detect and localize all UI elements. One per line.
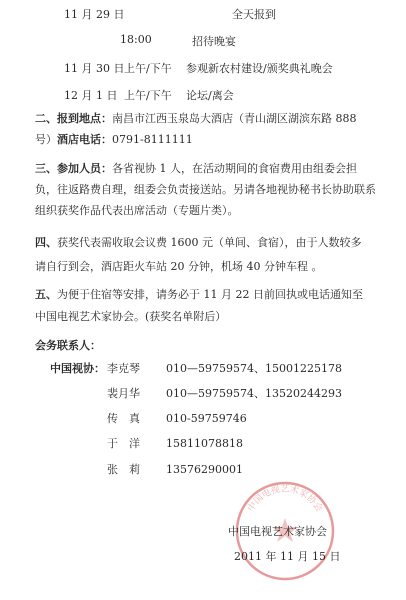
- contact-name: 传 真: [107, 412, 140, 425]
- contact-phone: 13576290001: [166, 463, 243, 476]
- venue-address-cont: 号）: [35, 133, 57, 146]
- schedule-date: 12 月 1 日: [64, 89, 118, 102]
- paragraph-line: 获奖代表需收取会议费 1600 元（单间、食宿），由于人数较多: [57, 236, 362, 249]
- section-heading: 四、: [35, 236, 57, 249]
- contact-phone: 15811078818: [166, 437, 243, 450]
- schedule-date: 11 月 29 日: [64, 8, 125, 21]
- contact-name: 张 莉: [107, 463, 140, 476]
- contact-name: 李克琴: [107, 362, 140, 375]
- hotel-phone-label: 酒店电话：: [57, 133, 112, 146]
- contacts-org: 中国视协：: [50, 362, 105, 375]
- section-heading: 二、报到地点：: [35, 112, 112, 125]
- section-heading: 三、参加人员：: [35, 162, 112, 175]
- svg-text:中国电视艺术家协会: 中国电视艺术家协会: [246, 484, 324, 514]
- contact-phone: 010—59759574、13520244293: [166, 387, 342, 400]
- hotel-phone: 0791-8111111: [112, 133, 193, 146]
- issue-date: 2011 年 11 月 15 日: [234, 550, 341, 563]
- schedule-event: 全天报到: [232, 8, 276, 21]
- paragraph-line: 中国电视艺术家协会。(获奖名单附后）: [35, 310, 227, 323]
- contact-phone: 010—59759574、15001225178: [166, 362, 342, 375]
- schedule-event: 参观新农村建设/颁奖典礼晚会: [186, 62, 333, 75]
- schedule-date: 11 月 30 日: [64, 62, 125, 75]
- schedule-time: 上午/下午: [124, 62, 172, 75]
- contact-name: 于 洋: [107, 437, 140, 450]
- schedule-event: 招待晚宴: [192, 35, 236, 48]
- section-heading: 五、: [35, 288, 57, 301]
- paragraph-line: 为便于住宿等安排，请务必于 11 月 22 日前回执或电话通知至: [57, 288, 363, 301]
- paragraph-line: 请自行到会，酒店距火车站 20 分钟，机场 40 分钟车程 。: [35, 260, 323, 273]
- paragraph-line: 各省视协 1 人，在活动期间的食宿费用由组委会担: [112, 162, 357, 175]
- contact-phone: 010-59759746: [166, 412, 247, 425]
- schedule-event: 论坛/离会: [186, 89, 234, 102]
- issuer-org: 中国电视艺术家协会: [228, 525, 327, 538]
- contacts-heading: 会务联系人：: [35, 339, 101, 352]
- schedule-time: 18:00: [120, 33, 152, 46]
- schedule-time: 上午/下午: [124, 89, 172, 102]
- venue-address: 南昌市江西玉泉岛大酒店（青山湖区湖滨东路 888: [112, 112, 357, 125]
- contact-name: 裴月华: [107, 387, 140, 400]
- paragraph-line: 组织获奖作品代表出席活动（专题片类）。: [35, 204, 239, 217]
- paragraph-line: 负，往返路费自理，组委会负责接送站。另请各地视协秘书长协助联系: [35, 183, 376, 196]
